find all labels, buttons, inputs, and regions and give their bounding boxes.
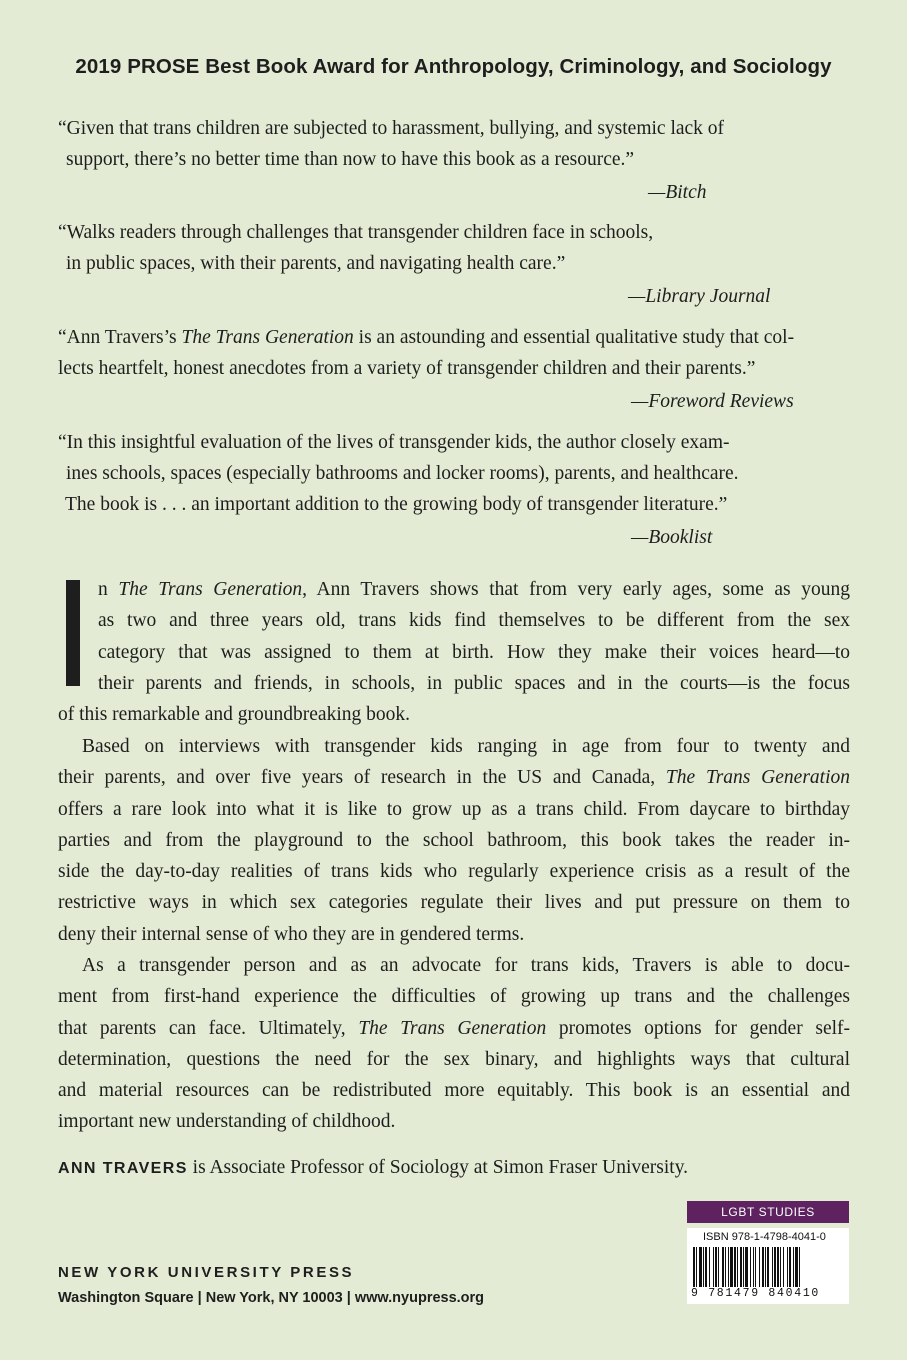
description-paragraph-1 bbox=[58, 574, 850, 730]
book-title: The Trans Generation bbox=[358, 1017, 547, 1039]
award-banner: 2019 PROSE Best Book Award for Anthropology, Criminology, and Sociology bbox=[75, 55, 832, 78]
description-line: category that was assigned to them at birth. How they make their voices heard—to bbox=[98, 641, 850, 663]
publisher-name: NEW YORK UNIVERSITY PRESS bbox=[58, 1264, 355, 1281]
author-name: ANN TRAVERS bbox=[58, 1160, 188, 1177]
description-line: parties and from the playground to the school bathroom, this book takes the reader in- bbox=[58, 829, 850, 851]
barcode-bars-icon bbox=[691, 1247, 845, 1287]
description-paragraph-2 bbox=[58, 731, 850, 950]
description-line: n The Trans Generation, Ann Travers shows that from very early ages, some as young bbox=[98, 579, 850, 600]
review-quote-foreword-reviews bbox=[58, 322, 848, 412]
description-line: their parents and friends, in schools, in public spaces and in the courts—is the focus bbox=[98, 672, 850, 694]
author-bio bbox=[58, 1157, 688, 1179]
barcode-digits: 9 781479 840410 bbox=[691, 1287, 821, 1300]
review-quote-booklist bbox=[58, 427, 848, 548]
description-line: important new understanding of childhood. bbox=[58, 1111, 396, 1133]
description-line: ment from first-hand experience the difficulties of growing up trans and the challenges bbox=[58, 986, 850, 1008]
description-line: Based on interviews with transgender kids ranging in age from four to twenty and bbox=[82, 736, 850, 757]
description-line: side the day-to-day realities of trans kids who regularly experience crisis as a result of the bbox=[58, 861, 850, 883]
category-label: LGBT STUDIES bbox=[687, 1201, 849, 1223]
quote-line: “Walks readers through challenges that transgender children face in schools, bbox=[58, 222, 654, 243]
quote-line: ines schools, spaces (especially bathrooms and locker rooms), parents, and healthcare. bbox=[66, 463, 739, 484]
quote-line: in public spaces, with their parents, and navigating health care.” bbox=[66, 253, 566, 274]
quote-line: “Ann Travers’s The Trans Generation is an astounding and essential qualitative study that col- bbox=[58, 327, 795, 348]
quote-line: “Given that trans children are subjected to harassment, bullying, and systemic lack of bbox=[58, 118, 725, 139]
author-bio-text: is Associate Professor of Sociology at Simon Fraser University. bbox=[187, 1157, 689, 1178]
review-quote-library-journal bbox=[58, 217, 848, 307]
quote-source: —Library Journal bbox=[628, 286, 771, 307]
quote-line: lects heartfelt, honest anecdotes from a variety of transgender children and their parents.” bbox=[58, 358, 756, 379]
description-line: deny their internal sense of who they are in gendered terms. bbox=[58, 923, 525, 945]
quote-line: “In this insightful evaluation of the lives of transgender kids, the author closely exam- bbox=[58, 432, 730, 453]
quote-line: The book is . . . an important addition to the growing body of transgender literature.” bbox=[65, 494, 728, 515]
description-line: and material resources can be redistributed more equitably. This book is an essential and bbox=[58, 1080, 850, 1102]
isbn-barcode bbox=[687, 1228, 849, 1304]
book-title: The Trans Generation bbox=[665, 767, 850, 789]
book-title: The Trans Generation bbox=[181, 327, 354, 348]
review-quote-bitch bbox=[58, 113, 848, 203]
publisher-address: Washington Square | New York, NY 10003 | www.nyupress.org bbox=[58, 1290, 485, 1306]
quote-source: —Foreword Reviews bbox=[631, 391, 794, 412]
description-line: that parents can face. Ultimately, The Trans Generation promotes options for gender self- bbox=[58, 1017, 851, 1039]
description-line: their parents, and over five years of research in the US and Canada, The Trans Generation bbox=[58, 767, 850, 789]
isbn-number: ISBN 978-1-4798-4041-0 bbox=[703, 1231, 826, 1243]
description-paragraph-3 bbox=[58, 950, 850, 1138]
description-line: determination, questions the need for the sex binary, and highlights ways that cultural bbox=[58, 1048, 850, 1070]
description-line: offers a rare look into what it is like to grow up as a trans child. From daycare to birthday bbox=[58, 798, 850, 820]
description-line: restrictive ways in which sex categories regulate their lives and put pressure on them to bbox=[58, 892, 850, 914]
quote-source: —Booklist bbox=[631, 527, 713, 548]
description-line: as two and three years old, trans kids find themselves to be different from the sex bbox=[98, 610, 850, 632]
quote-line: support, there’s no better time than now to have this book as a resource.” bbox=[66, 149, 635, 170]
description-line: of this remarkable and groundbreaking book. bbox=[58, 704, 410, 726]
book-title: The Trans Generation bbox=[118, 579, 303, 600]
quote-source: —Bitch bbox=[648, 182, 707, 203]
description-line: As a transgender person and as an advocate for trans kids, Travers is able to docu- bbox=[82, 955, 850, 976]
